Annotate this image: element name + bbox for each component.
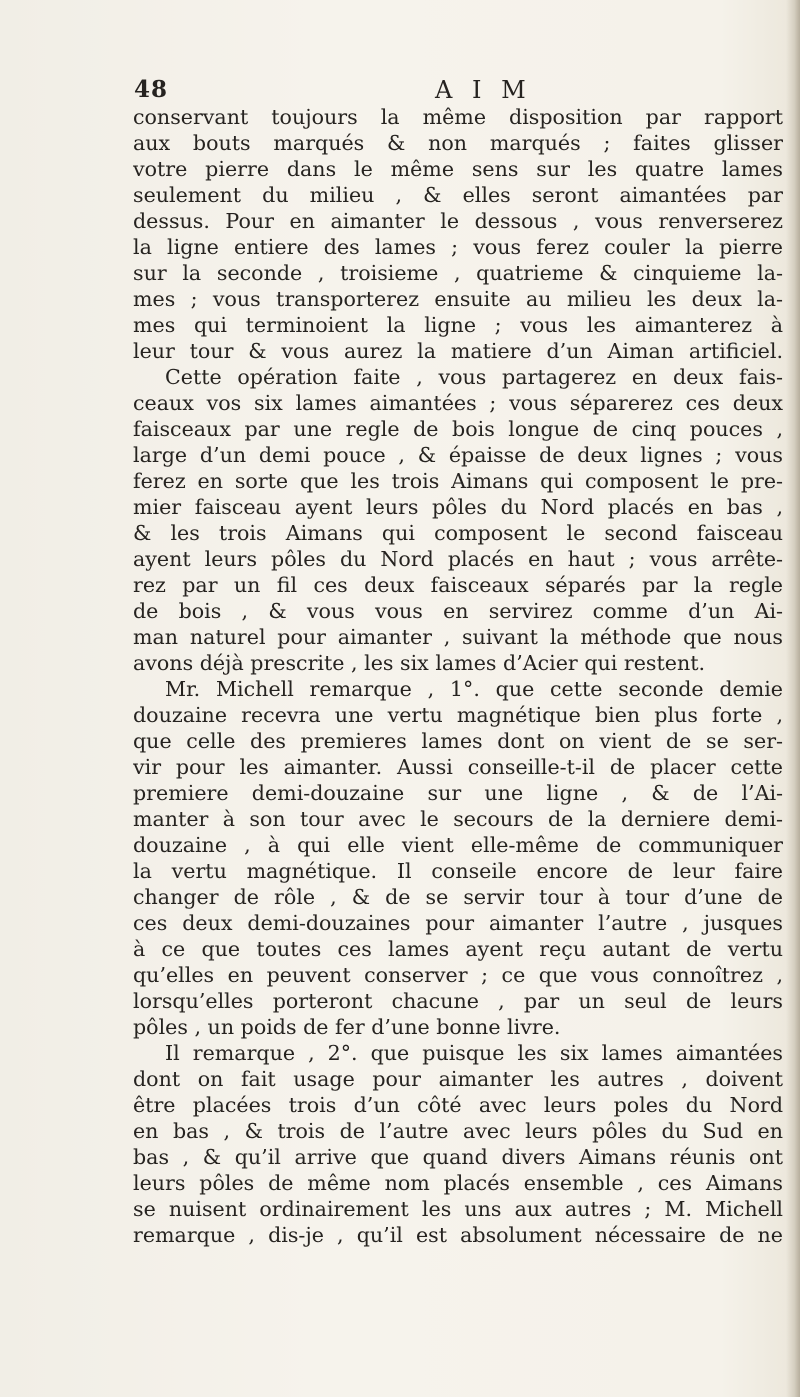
paragraph-start-line: Cette opération faite , vous partagerez en deux fais- xyxy=(165,365,783,389)
text-line: manter à son tour avec le secours de la derniere demi- xyxy=(133,807,783,831)
text-line: la ligne entiere des lames ; vous ferez couler la pierre xyxy=(133,235,783,259)
text-line: lorsqu’elles porteront chacune , par un seul de leurs xyxy=(133,989,783,1013)
text-line: la vertu magnétique. Il conseile encore de leur faire xyxy=(133,859,783,883)
text-line: faisceaux par une regle de bois longue de cinq pouces , xyxy=(133,417,783,441)
text-line: à ce que toutes ces lames ayent reçu autant de vertu xyxy=(133,937,783,961)
text-line: dessus. Pour en aimanter le dessous , vous renverserez xyxy=(133,209,783,233)
text-line: vir pour les aimanter. Aussi conseille-t-il de placer cette xyxy=(133,755,783,779)
paragraph-start-line: Il remarque , 2°. que puisque les six lames aimantées xyxy=(165,1041,783,1065)
text-line: ayent leurs pôles du Nord placés en haut ; vous arrête- xyxy=(133,547,783,571)
text-line: bas , & qu’il arrive que quand divers Aimans réunis ont xyxy=(133,1145,783,1169)
bottom-margin xyxy=(0,1357,800,1397)
text-line: premiere demi-douzaine sur une ligne , & de l’Ai- xyxy=(133,781,783,805)
body-text xyxy=(133,104,783,1248)
text-line: conservant toujours la même disposition par rapport xyxy=(133,105,783,129)
text-line: leurs pôles de même nom placés ensemble , ces Aimans xyxy=(133,1171,783,1195)
text-line: en bas , & trois de l’autre avec leurs pôles du Sud en xyxy=(133,1119,783,1143)
page-number: 48 xyxy=(134,76,169,103)
text-line: douzaine , à qui elle vient elle-même de communiquer xyxy=(133,833,783,857)
text-line: man naturel pour aimanter , suivant la méthode que nous xyxy=(133,625,783,649)
text-line: être placées trois d’un côté avec leurs poles du Nord xyxy=(133,1093,783,1117)
text-line: de bois , & vous vous en servirez comme d’un Ai- xyxy=(133,599,783,623)
text-line: sur la seconde , troisieme , quatrieme & cinquieme la- xyxy=(133,261,783,285)
text-line: qu’elles en peuvent conserver ; ce que vous connoîtrez , xyxy=(133,963,783,987)
paragraph-end-line: avons déjà prescrite , les six lames d’Acier qui restent. xyxy=(133,651,706,675)
page-edge-shadow xyxy=(786,0,800,1397)
text-line: seulement du milieu , & elles seront aimantées par xyxy=(133,183,783,207)
text-line: que celle des premieres lames dont on vient de se ser- xyxy=(133,729,783,753)
text-line: ceaux vos six lames aimantées ; vous séparerez ces deux xyxy=(133,391,783,415)
text-line: changer de rôle , & de se servir tour à tour d’une de xyxy=(133,885,783,909)
running-title: A I M xyxy=(435,76,532,104)
text-line: mes ; vous transporterez ensuite au milieu les deux la- xyxy=(133,287,783,311)
text-line: rez par un fil ces deux faisceaux séparés par la regle xyxy=(133,573,783,597)
text-line: large d’un demi pouce , & épaisse de deux lignes ; vous xyxy=(133,443,783,467)
paragraph-start-line: Mr. Michell remarque , 1°. que cette seconde demie xyxy=(165,677,783,701)
text-line: aux bouts marqués & non marqués ; faites glisser xyxy=(133,131,783,155)
text-line: dont on fait usage pour aimanter les autres , doivent xyxy=(133,1067,783,1091)
text-line: ces deux demi-douzaines pour aimanter l’autre , jusques xyxy=(133,911,783,935)
text-line: votre pierre dans le même sens sur les quatre lames xyxy=(133,157,783,181)
text-line: douzaine recevra une vertu magnétique bien plus forte , xyxy=(133,703,783,727)
text-line: remarque , dis-je , qu’il est absolument nécessaire de ne xyxy=(133,1223,783,1247)
paragraph-end-line: pôles , un poids de fer d’une bonne livre. xyxy=(133,1015,561,1039)
text-line: se nuisent ordinairement les uns aux autres ; M. Michell xyxy=(133,1197,783,1221)
text-line: ferez en sorte que les trois Aimans qui composent le pre- xyxy=(133,469,783,493)
text-line: mier faisceau ayent leurs pôles du Nord placés en bas , xyxy=(133,495,783,519)
text-line: mes qui terminoient la ligne ; vous les aimanterez à xyxy=(133,313,783,337)
text-line: & les trois Aimans qui composent le second faisceau xyxy=(133,521,783,545)
text-line: leur tour & vous aurez la matiere d’un Aiman artificiel. xyxy=(133,339,783,363)
